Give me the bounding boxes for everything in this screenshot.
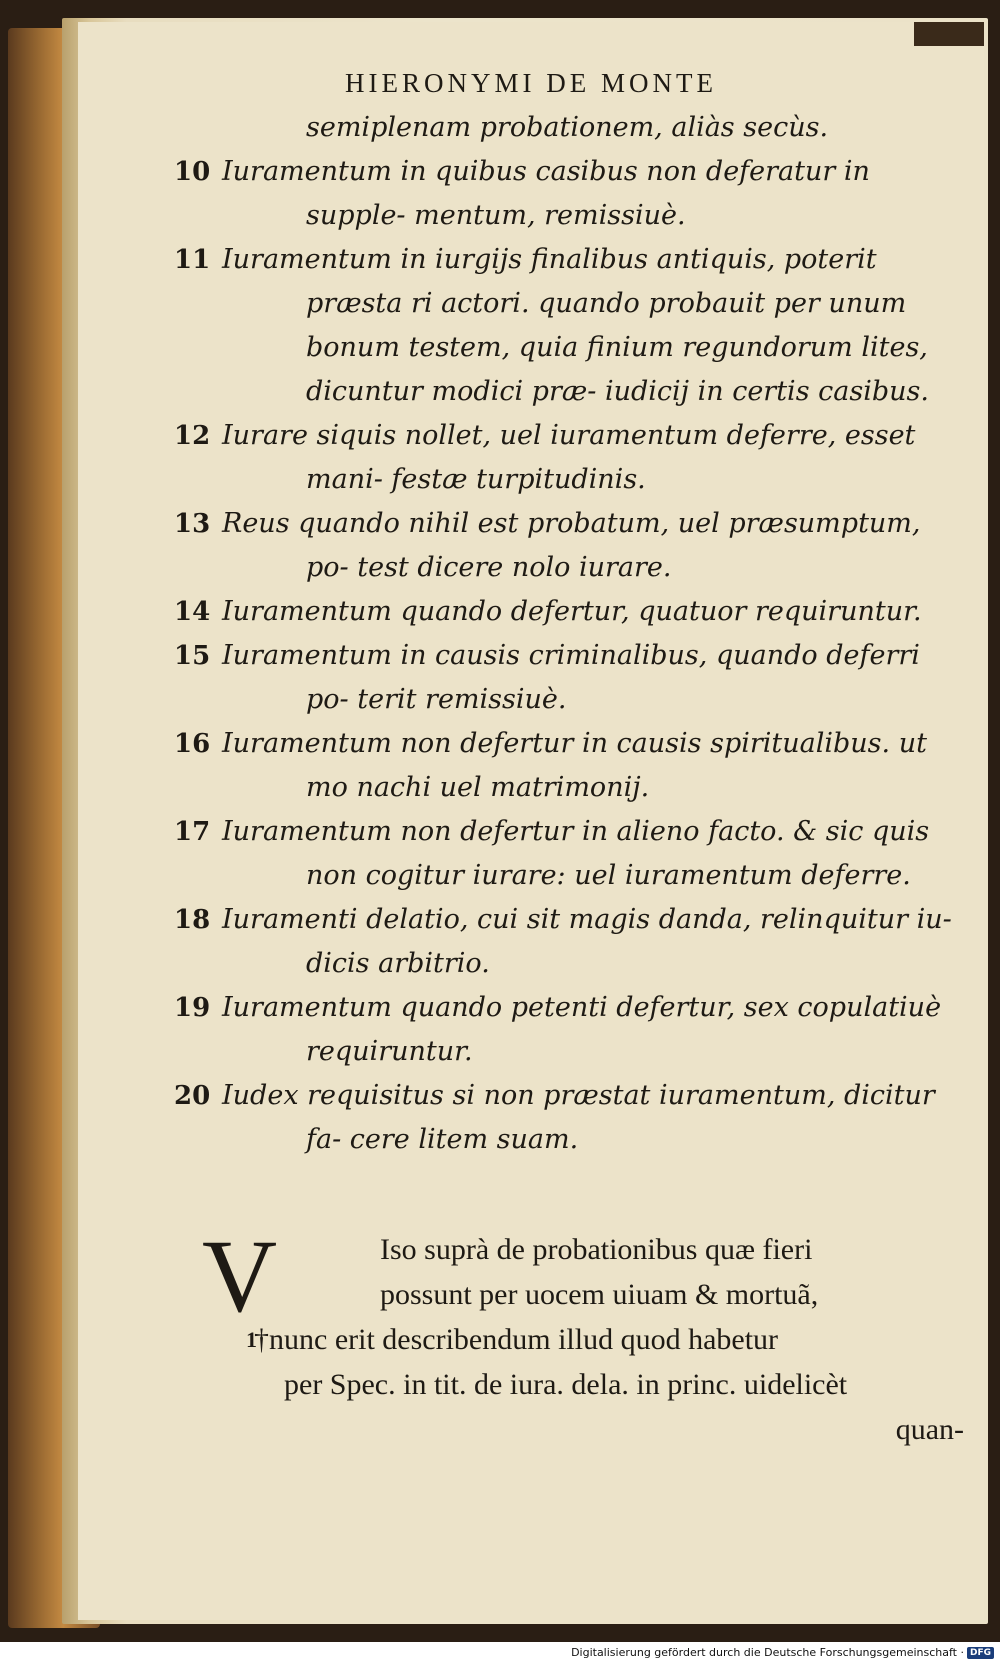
running-head: HIERONYMI DE MONTE: [345, 68, 717, 98]
item-number: 14: [174, 597, 211, 627]
item-text: Iuramentum non defertur in alieno facto. & sic quis non cogitur iurare: uel iuramentum deferre.: [222, 816, 930, 891]
item-text: Iurare siquis nollet, uel iuramentum deferre, esset mani- festæ turpitudinis.: [222, 420, 916, 495]
list-item: [174, 810, 964, 898]
item-text: Iuramentum quando petenti defertur, sex copulatiuè requiruntur.: [222, 992, 942, 1067]
item-number: 12: [174, 421, 211, 451]
item-text: semiplenam probationem, aliàs secùs.: [306, 112, 829, 143]
item-number: 19: [174, 993, 211, 1023]
list-item: [174, 1074, 964, 1162]
list-item: [174, 898, 964, 986]
body-line: per Spec. in tit. de iura. dela. in princ. uidelicèt: [284, 1368, 848, 1401]
item-number: 13: [174, 509, 211, 539]
list-item: [174, 986, 964, 1074]
item-number: 15: [174, 641, 211, 671]
body-line: possunt per uocem uiuam & mortuã,: [380, 1278, 819, 1311]
summary-list: [174, 106, 964, 1162]
body-paragraph: [174, 1219, 974, 1452]
item-number: 18: [174, 905, 211, 935]
list-item: [174, 590, 964, 634]
list-item: [174, 502, 964, 590]
item-number: 20: [174, 1081, 211, 1111]
item-number: 10: [174, 157, 211, 187]
item-text: Reus quando nihil est probatum, uel præsumptum, po- test dicere nolo iurare.: [222, 508, 921, 583]
item-text: Iuramentum in causis criminalibus, quando deferri po- terit remissiuè.: [222, 640, 920, 715]
list-item: [174, 238, 964, 414]
item-number: 17: [174, 817, 211, 847]
item-text: Iudex requisitus si non præstat iuramentum, dicitur fa- cere litem suam.: [222, 1080, 935, 1155]
list-item: [174, 722, 964, 810]
page-corner: [914, 22, 984, 46]
item-text: Iuramentum quando defertur, quatuor requiruntur.: [222, 596, 922, 627]
drop-cap: V: [202, 1219, 278, 1334]
item-text: Iuramentum non defertur in causis spiritualibus. ut mo nachi uel matrimonij.: [222, 728, 927, 803]
list-item: [174, 150, 964, 238]
body-line: Iso suprà de probationibus quæ fieri: [380, 1233, 813, 1266]
body-line-text: †nunc erit describendum illud quod habetur: [254, 1323, 779, 1356]
list-item: [174, 414, 964, 502]
body-line-numbered: [174, 1317, 974, 1362]
item-text: Iuramenti delatio, cui sit magis danda, relinquitur iu- dicis arbitrio.: [222, 904, 952, 979]
item-number: 16: [174, 729, 211, 759]
dfg-logo-icon: DFG: [967, 1647, 994, 1659]
item-text: Iuramentum in quibus casibus non deferatur in supple- mentum, remissiuè.: [222, 156, 870, 231]
catchword: quan-: [895, 1413, 964, 1446]
margin-number: 1: [246, 1327, 257, 1352]
list-item: [174, 634, 964, 722]
credit-text: Digitalisierung gefördert durch die Deutsche Forschungsgemeinschaft ·: [571, 1646, 964, 1659]
book-page: [78, 22, 984, 1620]
list-item: [174, 106, 964, 150]
item-number: 11: [174, 245, 211, 275]
digitization-credit: [571, 1646, 994, 1659]
item-text: Iuramentum in iurgijs finalibus antiquis, poterit præsta ri actori. quando probauit per unum bonum testem, quia finium regundorum lites, dicuntur modici præ- iudicij in certis casibus.: [222, 244, 929, 407]
